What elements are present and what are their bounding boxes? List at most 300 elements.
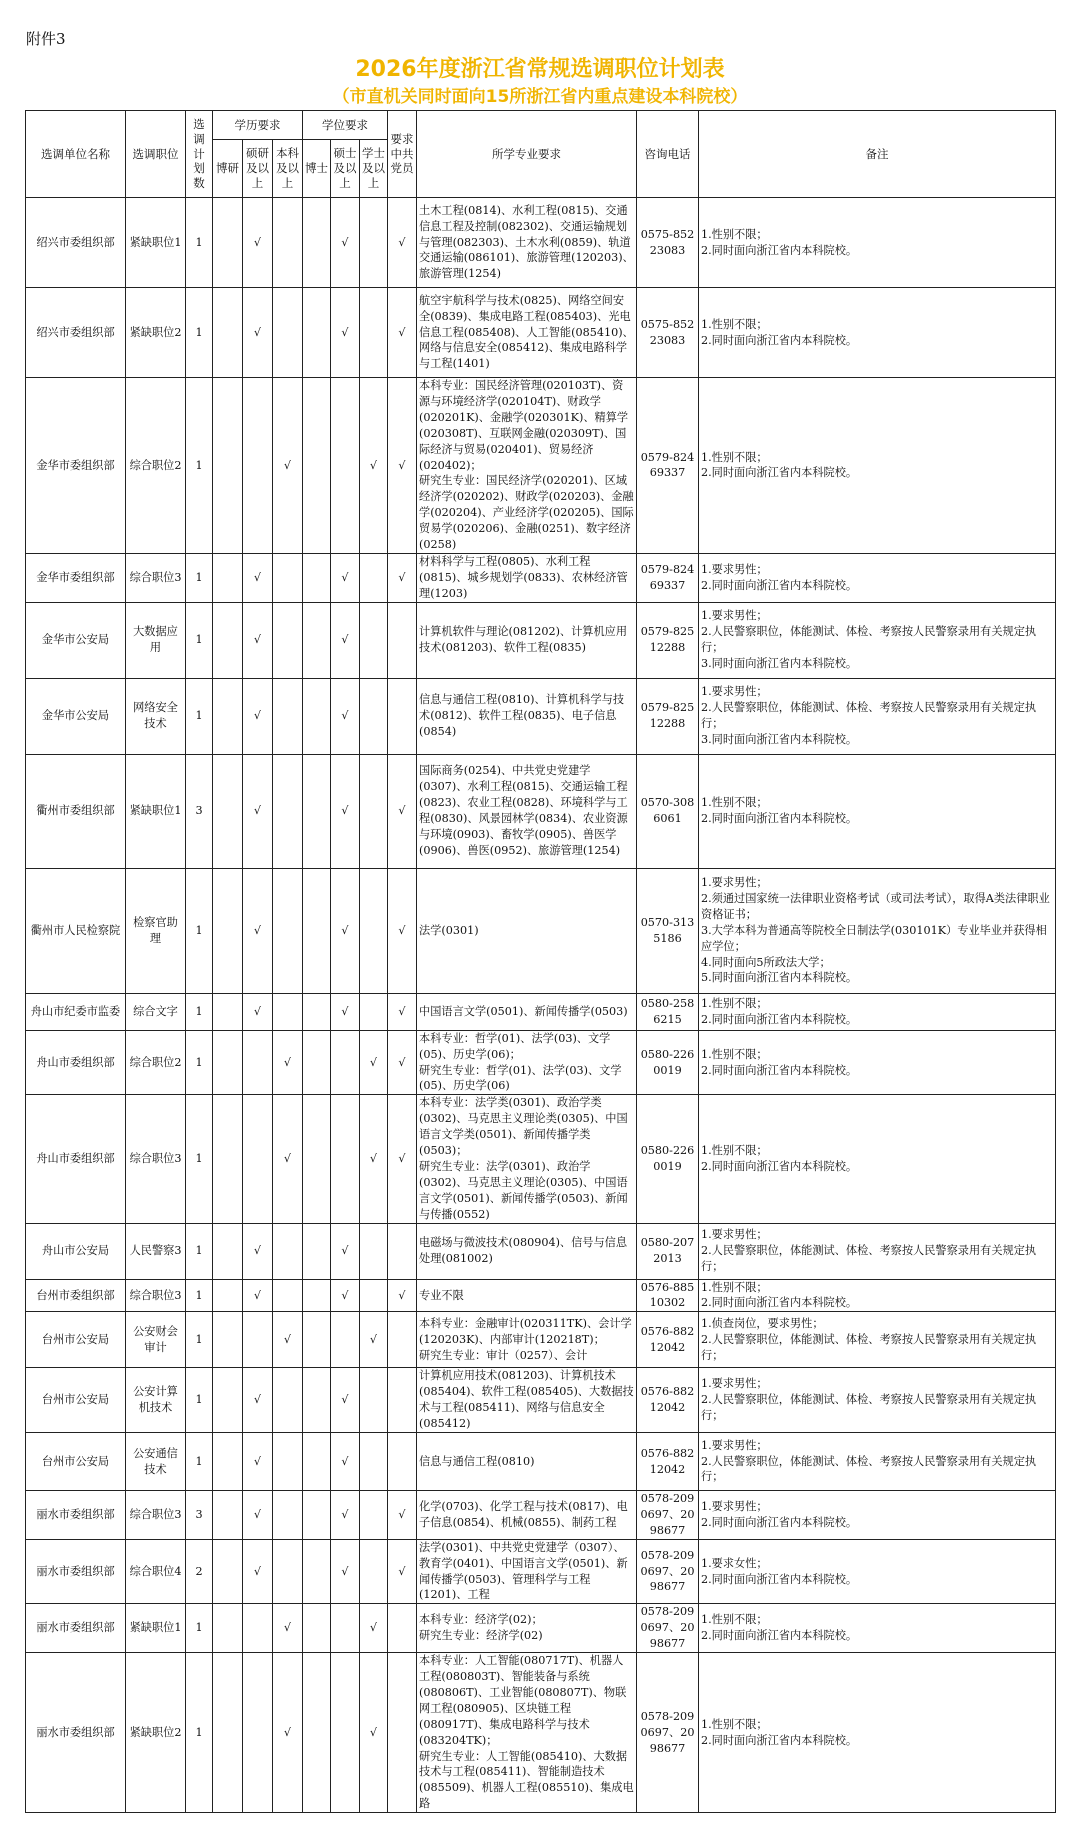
row-deg-bachelor bbox=[360, 1368, 388, 1433]
row-party bbox=[388, 1312, 417, 1368]
row-tel: 0576-88212042 bbox=[637, 1368, 699, 1433]
header-edu-master: 硕研及以上 bbox=[243, 140, 273, 198]
row-major: 计算机应用技术(081203)、计算机技术(085404)、软件工程(085405)、大数据技术与工程(085411)、网络与信息安全(085412) bbox=[417, 1368, 637, 1433]
row-position: 网络安全技术 bbox=[126, 678, 186, 754]
row-tel: 0575-85223083 bbox=[637, 288, 699, 378]
row-count: 3 bbox=[186, 754, 213, 868]
row-note: 1.要求女性； 2.同时面向浙江省内本科院校。 bbox=[699, 1539, 1056, 1604]
row-unit: 丽水市委组织部 bbox=[26, 1653, 126, 1813]
row-deg-bachelor bbox=[360, 868, 388, 993]
row-edu-bachelor bbox=[273, 1368, 303, 1433]
row-unit: 绍兴市委组织部 bbox=[26, 198, 126, 288]
row-unit: 舟山市公安局 bbox=[26, 1223, 126, 1279]
row-major: 专业不限 bbox=[417, 1279, 637, 1312]
row-unit: 丽水市委组织部 bbox=[26, 1604, 126, 1653]
row-edu-bachelor: √ bbox=[273, 1604, 303, 1653]
row-unit: 金华市公安局 bbox=[26, 602, 126, 678]
header-edu-phd: 博研 bbox=[213, 140, 243, 198]
row-position: 紧缺职位1 bbox=[126, 754, 186, 868]
row-edu-bachelor: √ bbox=[273, 378, 303, 554]
row-count: 3 bbox=[186, 1491, 213, 1540]
row-edu-master: √ bbox=[243, 288, 273, 378]
header-deg-master: 硕士及以上 bbox=[331, 140, 360, 198]
row-deg-phd bbox=[303, 553, 331, 602]
row-deg-master: √ bbox=[331, 1279, 360, 1312]
row-deg-bachelor bbox=[360, 678, 388, 754]
table-body bbox=[26, 198, 1056, 1813]
row-count: 1 bbox=[186, 1368, 213, 1433]
row-deg-phd bbox=[303, 1312, 331, 1368]
row-edu-bachelor bbox=[273, 1539, 303, 1604]
row-edu-bachelor: √ bbox=[273, 1312, 303, 1368]
row-deg-master bbox=[331, 1312, 360, 1368]
table-row bbox=[26, 553, 1056, 602]
row-note: 1.性别不限； 2.同时面向浙江省内本科院校。 bbox=[699, 198, 1056, 288]
row-edu-master bbox=[243, 1030, 273, 1095]
row-edu-phd bbox=[213, 1433, 243, 1491]
row-edu-master: √ bbox=[243, 198, 273, 288]
row-position: 公安通信技术 bbox=[126, 1433, 186, 1491]
header-deg-phd: 博士 bbox=[303, 140, 331, 198]
row-deg-master: √ bbox=[331, 602, 360, 678]
row-edu-master: √ bbox=[243, 1279, 273, 1312]
row-edu-master: √ bbox=[243, 1368, 273, 1433]
row-party: √ bbox=[388, 1030, 417, 1095]
row-party bbox=[388, 1604, 417, 1653]
row-major: 法学(0301) bbox=[417, 868, 637, 993]
row-deg-master bbox=[331, 378, 360, 554]
row-note: 1.性别不限； 2.同时面向浙江省内本科院校。 bbox=[699, 1030, 1056, 1095]
row-party: √ bbox=[388, 198, 417, 288]
row-note: 1.性别不限； 2.同时面向浙江省内本科院校。 bbox=[699, 378, 1056, 554]
row-deg-phd bbox=[303, 1030, 331, 1095]
row-unit: 舟山市纪委市监委 bbox=[26, 993, 126, 1030]
row-deg-bachelor bbox=[360, 602, 388, 678]
row-major: 信息与通信工程(0810)、计算机科学与技术(0812)、软件工程(0835)、电子信息(0854) bbox=[417, 678, 637, 754]
table-row bbox=[26, 1030, 1056, 1095]
row-edu-master: √ bbox=[243, 1491, 273, 1540]
row-count: 1 bbox=[186, 1653, 213, 1813]
row-major: 国际商务(0254)、中共党史党建学(0307)、水利工程(0815)、交通运输工程(0823)、农业工程(0828)、环境科学与工程(0830)、风景园林学(0834)、农业资源与环境(0903)、畜牧学(0905)、兽医学(0906)、兽医(0952)、旅游管理(1254) bbox=[417, 754, 637, 868]
row-note: 1.要求男性； 2.人民警察职位，体能测试、体检、考察按人民警察录用有关规定执行； bbox=[699, 1223, 1056, 1279]
row-position: 综合职位2 bbox=[126, 378, 186, 554]
row-unit: 金华市委组织部 bbox=[26, 553, 126, 602]
row-edu-phd bbox=[213, 602, 243, 678]
row-deg-phd bbox=[303, 678, 331, 754]
header-position: 选调职位 bbox=[126, 111, 186, 198]
row-deg-master bbox=[331, 1030, 360, 1095]
row-edu-bachelor bbox=[273, 993, 303, 1030]
row-edu-master: √ bbox=[243, 754, 273, 868]
row-edu-master: √ bbox=[243, 1433, 273, 1491]
table-row bbox=[26, 754, 1056, 868]
row-party bbox=[388, 678, 417, 754]
row-unit: 台州市公安局 bbox=[26, 1312, 126, 1368]
row-edu-phd bbox=[213, 1368, 243, 1433]
row-unit: 台州市公安局 bbox=[26, 1368, 126, 1433]
row-note: 1.性别不限； 2.同时面向浙江省内本科院校。 bbox=[699, 993, 1056, 1030]
table-row bbox=[26, 1279, 1056, 1312]
row-major: 计算机软件与理论(081202)、计算机应用技术(081203)、软件工程(0835) bbox=[417, 602, 637, 678]
row-tel: 0579-82469337 bbox=[637, 553, 699, 602]
row-note: 1.性别不限； 2.同时面向浙江省内本科院校。 bbox=[699, 1279, 1056, 1312]
row-edu-phd bbox=[213, 868, 243, 993]
row-major: 土木工程(0814)、水利工程(0815)、交通信息工程及控制(082302)、交通运输规划与管理(082303)、土木水利(0859)、轨道交通运输(086101)、旅游管理(120203)、旅游管理(1254) bbox=[417, 198, 637, 288]
row-position: 紧缺职位2 bbox=[126, 288, 186, 378]
row-deg-bachelor bbox=[360, 1539, 388, 1604]
row-major: 化学(0703)、化学工程与技术(0817)、电子信息(0854)、机械(0855)、制药工程 bbox=[417, 1491, 637, 1540]
row-deg-phd bbox=[303, 1491, 331, 1540]
row-deg-bachelor bbox=[360, 288, 388, 378]
row-edu-master bbox=[243, 1653, 273, 1813]
page-title: 2026年度浙江省常规选调职位计划表 bbox=[355, 57, 725, 82]
row-party: √ bbox=[388, 1491, 417, 1540]
row-edu-bachelor bbox=[273, 553, 303, 602]
row-edu-bachelor bbox=[273, 1491, 303, 1540]
row-deg-phd bbox=[303, 1653, 331, 1813]
header-edu-bachelor: 本科及以上 bbox=[273, 140, 303, 198]
table-row bbox=[26, 1539, 1056, 1604]
header-count: 选调计划数 bbox=[186, 111, 213, 198]
row-party bbox=[388, 1223, 417, 1279]
row-deg-phd bbox=[303, 993, 331, 1030]
row-tel: 0575-85223083 bbox=[637, 198, 699, 288]
row-edu-bachelor bbox=[273, 678, 303, 754]
row-edu-bachelor bbox=[273, 754, 303, 868]
row-edu-master bbox=[243, 1095, 273, 1223]
table-row bbox=[26, 1368, 1056, 1433]
row-edu-phd bbox=[213, 1030, 243, 1095]
header-note: 备注 bbox=[699, 111, 1056, 198]
row-party: √ bbox=[388, 1539, 417, 1604]
row-edu-phd bbox=[213, 553, 243, 602]
row-count: 1 bbox=[186, 378, 213, 554]
row-deg-master: √ bbox=[331, 553, 360, 602]
row-tel: 0576-88212042 bbox=[637, 1433, 699, 1491]
row-unit: 舟山市委组织部 bbox=[26, 1030, 126, 1095]
row-edu-phd bbox=[213, 1653, 243, 1813]
row-major: 本科专业：人工智能(080717T)、机器人工程(080803T)、智能装备与系统(080806T)、工业智能(080807T)、物联网工程(080905)、区块链工程(080917T)、集成电路科学与技术(083204TK)； 研究生专业：人工智能(085410)、大数据技术与工程(085411)、智能制造技术(085509)、机器人工程(085510)、集成电路 bbox=[417, 1653, 637, 1813]
row-deg-bachelor: √ bbox=[360, 1604, 388, 1653]
row-note: 1.要求男性； 2.人民警察职位，体能测试、体检、考察按人民警察录用有关规定执行； bbox=[699, 1433, 1056, 1491]
row-deg-bachelor bbox=[360, 198, 388, 288]
row-position: 综合职位4 bbox=[126, 1539, 186, 1604]
row-deg-bachelor bbox=[360, 1433, 388, 1491]
row-note: 1.性别不限； 2.同时面向浙江省内本科院校。 bbox=[699, 1653, 1056, 1813]
table-header bbox=[26, 111, 1056, 198]
table-row bbox=[26, 288, 1056, 378]
row-position: 人民警察3 bbox=[126, 1223, 186, 1279]
row-edu-bachelor bbox=[273, 1433, 303, 1491]
row-deg-bachelor: √ bbox=[360, 1653, 388, 1813]
table-row bbox=[26, 678, 1056, 754]
row-edu-phd bbox=[213, 754, 243, 868]
row-position: 综合职位3 bbox=[126, 1095, 186, 1223]
row-party: √ bbox=[388, 1279, 417, 1312]
row-edu-bachelor bbox=[273, 198, 303, 288]
row-party: √ bbox=[388, 553, 417, 602]
row-tel: 0576-88510302 bbox=[637, 1279, 699, 1312]
row-deg-master: √ bbox=[331, 1368, 360, 1433]
row-edu-phd bbox=[213, 198, 243, 288]
row-position: 综合职位3 bbox=[126, 1279, 186, 1312]
header-degree: 学位要求 bbox=[303, 111, 388, 140]
row-position: 检察官助理 bbox=[126, 868, 186, 993]
row-note: 1.要求男性； 2.人民警察职位，体能测试、体检、考察按人民警察录用有关规定执行； 3.同时面向浙江省内本科院校。 bbox=[699, 678, 1056, 754]
row-party bbox=[388, 1368, 417, 1433]
table-row bbox=[26, 378, 1056, 554]
row-deg-phd bbox=[303, 378, 331, 554]
row-deg-master: √ bbox=[331, 678, 360, 754]
row-deg-master: √ bbox=[331, 1223, 360, 1279]
row-edu-phd bbox=[213, 1539, 243, 1604]
row-major: 本科专业：国民经济管理(020103T)、资源与环境经济学(020104T)、财政学(020201K)、金融学(020301K)、精算学(020308T)、互联网金融(020309T)、国际经济与贸易(020401)、贸易经济(020402)； 研究生专业：国民经济学(020201)、区域经济学(020202)、财政学(020203)、金融学(020204)、产业经济学(020205)、国际贸易学(020206)、金融(0251)、数字经济(0258) bbox=[417, 378, 637, 554]
row-unit: 舟山市委组织部 bbox=[26, 1095, 126, 1223]
row-note: 1.性别不限； 2.同时面向浙江省内本科院校。 bbox=[699, 754, 1056, 868]
row-deg-master: √ bbox=[331, 1539, 360, 1604]
row-note: 1.要求男性； 2.须通过国家统一法律职业资格考试（或司法考试），取得A类法律职业资格证书； 3.大学本科为普通高等院校全日制法学(030101K）专业毕业并获得相应学位； 4.同时面向5所政法大学； 5.同时面向浙江省内本科院校。 bbox=[699, 868, 1056, 993]
row-edu-master: √ bbox=[243, 1539, 273, 1604]
header-tel: 咨询电话 bbox=[637, 111, 699, 198]
row-major: 本科专业：法学类(0301)、政治学类(0302)、马克思主义理论类(0305)、中国语言文学类(0501)、新闻传播学类(0503)； 研究生专业：法学(0301)、政治学(0302)、马克思主义理论(0305)、中国语言文学(0501)、新闻传播学(0503)、新闻与传播(0552) bbox=[417, 1095, 637, 1223]
header-party: 要求中共党员 bbox=[388, 111, 417, 198]
row-unit: 金华市委组织部 bbox=[26, 378, 126, 554]
row-count: 1 bbox=[186, 868, 213, 993]
table-row bbox=[26, 198, 1056, 288]
row-deg-phd bbox=[303, 1433, 331, 1491]
row-deg-master bbox=[331, 1095, 360, 1223]
row-major: 本科专业：哲学(01)、法学(03)、文学(05)、历史学(06)； 研究生专业：哲学(01)、法学(03)、文学(05)、历史学(06) bbox=[417, 1030, 637, 1095]
table-row bbox=[26, 1604, 1056, 1653]
table-row bbox=[26, 993, 1056, 1030]
row-edu-bachelor bbox=[273, 868, 303, 993]
row-deg-master: √ bbox=[331, 1491, 360, 1540]
row-deg-master: √ bbox=[331, 993, 360, 1030]
row-edu-bachelor: √ bbox=[273, 1095, 303, 1223]
row-edu-master: √ bbox=[243, 602, 273, 678]
row-deg-master: √ bbox=[331, 288, 360, 378]
row-edu-master bbox=[243, 1604, 273, 1653]
row-note: 1.要求男性； 2.人民警察职位，体能测试、体检、考察按人民警察录用有关规定执行； 3.同时面向浙江省内本科院校。 bbox=[699, 602, 1056, 678]
row-count: 1 bbox=[186, 1030, 213, 1095]
row-edu-master: √ bbox=[243, 993, 273, 1030]
row-deg-master bbox=[331, 1653, 360, 1813]
header-unit: 选调单位名称 bbox=[26, 111, 126, 198]
row-major: 信息与通信工程(0810) bbox=[417, 1433, 637, 1491]
row-note: 1.要求男性； 2.同时面向浙江省内本科院校。 bbox=[699, 1491, 1056, 1540]
row-count: 1 bbox=[186, 993, 213, 1030]
row-tel: 0578-2090697、2098677 bbox=[637, 1604, 699, 1653]
table-row bbox=[26, 1653, 1056, 1813]
row-deg-bachelor bbox=[360, 1279, 388, 1312]
row-tel: 0580-2072013 bbox=[637, 1223, 699, 1279]
row-tel: 0576-88212042 bbox=[637, 1312, 699, 1368]
row-tel: 0580-2586215 bbox=[637, 993, 699, 1030]
row-unit: 绍兴市委组织部 bbox=[26, 288, 126, 378]
row-deg-phd bbox=[303, 1539, 331, 1604]
position-plan-table bbox=[25, 110, 1056, 1813]
row-major: 中国语言文学(0501)、新闻传播学(0503) bbox=[417, 993, 637, 1030]
table-row bbox=[26, 1433, 1056, 1491]
row-major: 本科专业：经济学(02)； 研究生专业：经济学(02) bbox=[417, 1604, 637, 1653]
row-unit: 金华市公安局 bbox=[26, 678, 126, 754]
header-deg-bachelor: 学士及以上 bbox=[360, 140, 388, 198]
row-unit: 丽水市委组织部 bbox=[26, 1491, 126, 1540]
row-edu-phd bbox=[213, 378, 243, 554]
row-count: 1 bbox=[186, 288, 213, 378]
row-edu-bachelor bbox=[273, 1223, 303, 1279]
row-deg-phd bbox=[303, 1368, 331, 1433]
row-party: √ bbox=[388, 1095, 417, 1223]
row-edu-master: √ bbox=[243, 553, 273, 602]
row-tel: 0580-2260019 bbox=[637, 1095, 699, 1223]
row-count: 1 bbox=[186, 1312, 213, 1368]
row-position: 紧缺职位1 bbox=[126, 198, 186, 288]
row-edu-bachelor: √ bbox=[273, 1653, 303, 1813]
row-deg-bachelor: √ bbox=[360, 1095, 388, 1223]
row-deg-bachelor bbox=[360, 993, 388, 1030]
row-position: 紧缺职位1 bbox=[126, 1604, 186, 1653]
table-row bbox=[26, 868, 1056, 993]
row-deg-phd bbox=[303, 1223, 331, 1279]
row-count: 1 bbox=[186, 1279, 213, 1312]
row-unit: 衢州市人民检察院 bbox=[26, 868, 126, 993]
row-deg-master: √ bbox=[331, 198, 360, 288]
row-unit: 丽水市委组织部 bbox=[26, 1539, 126, 1604]
row-edu-phd bbox=[213, 288, 243, 378]
row-party bbox=[388, 1653, 417, 1813]
row-note: 1.性别不限； 2.同时面向浙江省内本科院校。 bbox=[699, 1604, 1056, 1653]
row-party bbox=[388, 1433, 417, 1491]
row-party: √ bbox=[388, 868, 417, 993]
row-deg-phd bbox=[303, 1279, 331, 1312]
row-deg-master: √ bbox=[331, 1433, 360, 1491]
row-edu-master: √ bbox=[243, 1223, 273, 1279]
row-deg-master bbox=[331, 1604, 360, 1653]
row-party: √ bbox=[388, 378, 417, 554]
row-edu-master: √ bbox=[243, 868, 273, 993]
row-note: 1.要求男性； 2.人民警察职位，体能测试、体检、考察按人民警察录用有关规定执行； bbox=[699, 1368, 1056, 1433]
table-row bbox=[26, 1312, 1056, 1368]
row-position: 公安计算机技术 bbox=[126, 1368, 186, 1433]
row-major: 电磁场与微波技术(080904)、信号与信息处理(081002) bbox=[417, 1223, 637, 1279]
row-note: 1.要求男性； 2.同时面向浙江省内本科院校。 bbox=[699, 553, 1056, 602]
row-unit: 衢州市委组织部 bbox=[26, 754, 126, 868]
row-party bbox=[388, 602, 417, 678]
row-count: 1 bbox=[186, 1433, 213, 1491]
row-position: 综合文字 bbox=[126, 993, 186, 1030]
row-edu-phd bbox=[213, 1095, 243, 1223]
row-deg-phd bbox=[303, 754, 331, 868]
table-row bbox=[26, 602, 1056, 678]
row-position: 紧缺职位2 bbox=[126, 1653, 186, 1813]
row-tel: 0579-82469337 bbox=[637, 378, 699, 554]
row-tel: 0578-2090697、2098677 bbox=[637, 1539, 699, 1604]
row-count: 1 bbox=[186, 1095, 213, 1223]
row-note: 1.侦查岗位，要求男性； 2.人民警察职位，体能测试、体检、考察按人民警察录用有关规定执行； bbox=[699, 1312, 1056, 1368]
row-edu-master bbox=[243, 1312, 273, 1368]
row-position: 综合职位2 bbox=[126, 1030, 186, 1095]
row-major: 本科专业：金融审计(020311TK)、会计学(120203K)、内部审计(120218T)； 研究生专业：审计（0257）、会计 bbox=[417, 1312, 637, 1368]
page-subtitle: （市直机关同时面向15所浙江省内重点建设本科院校） bbox=[332, 87, 748, 107]
row-unit: 台州市委组织部 bbox=[26, 1279, 126, 1312]
row-edu-phd bbox=[213, 1279, 243, 1312]
row-edu-phd bbox=[213, 1223, 243, 1279]
header-major: 所学专业要求 bbox=[417, 111, 637, 198]
row-deg-phd bbox=[303, 602, 331, 678]
table-row bbox=[26, 1223, 1056, 1279]
row-deg-phd bbox=[303, 868, 331, 993]
row-major: 材料科学与工程(0805)、水利工程(0815)、城乡规划学(0833)、农林经济管理(1203) bbox=[417, 553, 637, 602]
row-major: 航空宇航科学与技术(0825)、网络空间安全(0839)、集成电路工程(085403)、光电信息工程(085408)、人工智能(085410)、网络与信息安全(085412)、集成电路科学与工程(1401) bbox=[417, 288, 637, 378]
row-edu-bachelor bbox=[273, 602, 303, 678]
row-deg-phd bbox=[303, 1604, 331, 1653]
row-edu-master bbox=[243, 378, 273, 554]
row-deg-phd bbox=[303, 1095, 331, 1223]
row-edu-phd bbox=[213, 1312, 243, 1368]
row-note: 1.性别不限； 2.同时面向浙江省内本科院校。 bbox=[699, 1095, 1056, 1223]
row-count: 1 bbox=[186, 602, 213, 678]
row-tel: 0578-2090697、2098677 bbox=[637, 1491, 699, 1540]
row-note: 1.性别不限； 2.同时面向浙江省内本科院校。 bbox=[699, 288, 1056, 378]
row-deg-bachelor: √ bbox=[360, 1312, 388, 1368]
row-position: 公安财会审计 bbox=[126, 1312, 186, 1368]
header-education: 学历要求 bbox=[213, 111, 303, 140]
row-deg-bachelor bbox=[360, 1223, 388, 1279]
row-position: 综合职位3 bbox=[126, 1491, 186, 1540]
row-deg-phd bbox=[303, 288, 331, 378]
row-tel: 0570-3135186 bbox=[637, 868, 699, 993]
row-edu-phd bbox=[213, 678, 243, 754]
row-deg-master: √ bbox=[331, 754, 360, 868]
row-deg-bachelor bbox=[360, 1491, 388, 1540]
row-count: 1 bbox=[186, 1604, 213, 1653]
row-party: √ bbox=[388, 993, 417, 1030]
row-count: 2 bbox=[186, 1539, 213, 1604]
row-count: 1 bbox=[186, 198, 213, 288]
row-deg-bachelor: √ bbox=[360, 378, 388, 554]
attachment-label: 附件3 bbox=[26, 30, 66, 48]
table-row bbox=[26, 1491, 1056, 1540]
row-tel: 0570-3086061 bbox=[637, 754, 699, 868]
row-unit: 台州市公安局 bbox=[26, 1433, 126, 1491]
row-position: 综合职位3 bbox=[126, 553, 186, 602]
row-count: 1 bbox=[186, 553, 213, 602]
row-party: √ bbox=[388, 288, 417, 378]
row-edu-bachelor bbox=[273, 1279, 303, 1312]
row-deg-bachelor bbox=[360, 553, 388, 602]
row-edu-phd bbox=[213, 993, 243, 1030]
row-tel: 0579-82512288 bbox=[637, 602, 699, 678]
row-edu-phd bbox=[213, 1491, 243, 1540]
row-party: √ bbox=[388, 754, 417, 868]
row-deg-master: √ bbox=[331, 868, 360, 993]
row-deg-bachelor bbox=[360, 754, 388, 868]
row-edu-phd bbox=[213, 1604, 243, 1653]
row-count: 1 bbox=[186, 1223, 213, 1279]
row-tel: 0579-82512288 bbox=[637, 678, 699, 754]
row-edu-bachelor: √ bbox=[273, 1030, 303, 1095]
row-major: 法学(0301)、中共党史党建学（0307）、教育学(0401)、中国语言文学(0501)、新闻传播学(0503)、管理科学与工程(1201)、工程 bbox=[417, 1539, 637, 1604]
row-position: 大数据应用 bbox=[126, 602, 186, 678]
row-tel: 0578-2090697、2098677 bbox=[637, 1653, 699, 1813]
row-deg-phd bbox=[303, 198, 331, 288]
row-tel: 0580-2260019 bbox=[637, 1030, 699, 1095]
table-row bbox=[26, 1095, 1056, 1223]
row-edu-master: √ bbox=[243, 678, 273, 754]
row-edu-bachelor bbox=[273, 288, 303, 378]
row-deg-bachelor: √ bbox=[360, 1030, 388, 1095]
